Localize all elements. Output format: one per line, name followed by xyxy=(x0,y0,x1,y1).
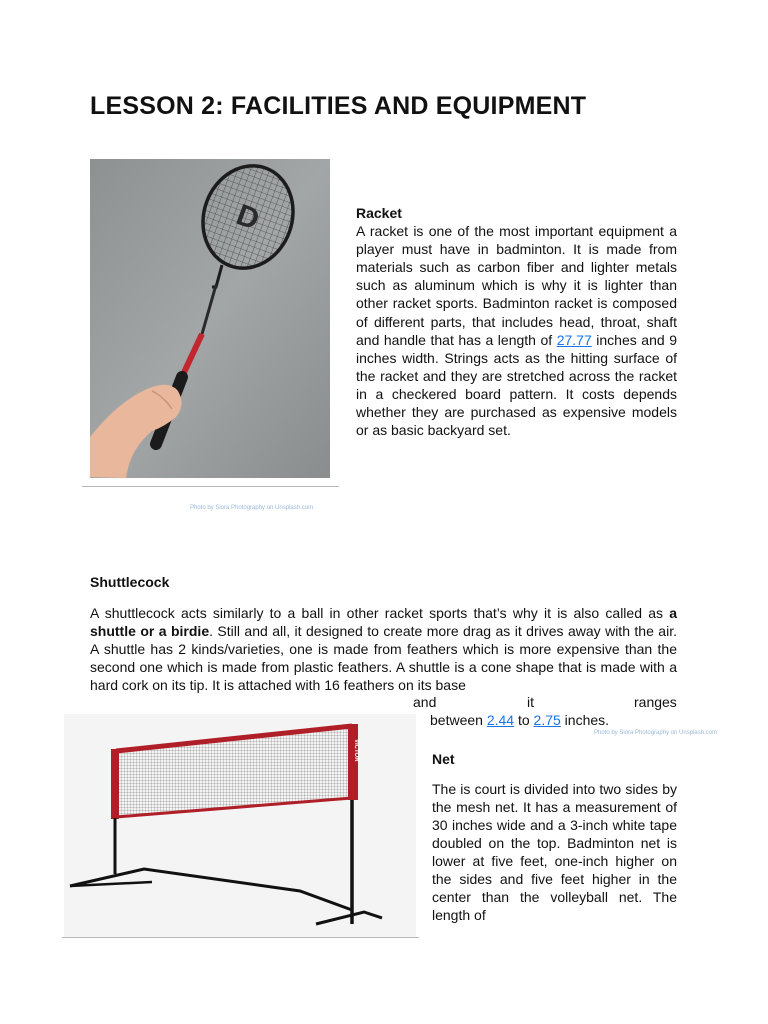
net-photo xyxy=(64,714,416,938)
shuttlecock-text-1: A shuttlecock acts similarly to a ball in other racket sports that’s why it is also called as xyxy=(90,605,670,621)
net-paragraph: The is court is divided into two sides by the mesh net. It has a measurement of 30 inches wide and a 3-inch white tape doubled on the top. Badminton net is lower at five feet, one-inch higher on the sides and five feet higher in the center than the volleyball net. The length of xyxy=(432,781,677,923)
racket-logo: D xyxy=(232,198,264,237)
shuttlecock-bold-term: a shuttle or a birdie xyxy=(90,605,677,639)
net-heading: Net xyxy=(432,751,455,767)
shuttlecock-word-it: it xyxy=(527,694,534,710)
photo-divider xyxy=(82,486,339,487)
racket-photo-caption[interactable]: Photo by Siora Photography on Unsplash.com xyxy=(190,505,314,511)
racket-section xyxy=(356,204,677,439)
racket-heading: Racket xyxy=(356,205,402,221)
net-photo-divider xyxy=(62,937,419,938)
racket-photo xyxy=(90,159,330,478)
shuttlecock-word-and: and xyxy=(413,694,437,710)
shuttlecock-text-2: . Still and all, it designed to create more drag as it drives away with the air. A shuttle has 2 kinds/varieties, one is made from feathers which is more expensive than the second one which is made from plastic feathers. A shuttle is a cone shape that is made with a hard cork on its tip. It is attached with 16 feathers on its base xyxy=(90,623,677,693)
shuttlecock-word-ranges: ranges xyxy=(634,694,677,710)
range-max-link[interactable]: 2.75 xyxy=(533,712,561,728)
shuttlecock-photo-caption[interactable]: Photo by Siora Photography on Unsplash.com xyxy=(594,730,718,736)
racket-text-start: A racket is one of the most important equipment a player must have in badminton. It is made from materials such as carbon fiber and lighter metals such as aluminum which is why it is lighter than other racket sports. Badminton racket is composed of different parts, that includes head, throat, shaft and handle that has a length of xyxy=(356,223,677,348)
racket-length-link[interactable]: 27.77 xyxy=(556,331,592,348)
shuttlecock-range-line xyxy=(430,712,609,728)
range-min-link[interactable]: 2.44 xyxy=(486,712,515,728)
range-text-to: to xyxy=(514,712,534,728)
net-brand-label: VICTOR xyxy=(353,739,359,762)
shuttlecock-heading: Shuttlecock xyxy=(90,574,170,590)
racket-text-end: inches and 9 inches width. Strings acts as the hitting surface of the racket and they are stretched across the racket in a checkered board pattern. It costs depends whether they are purchased as expensive models or as basic backyard set. xyxy=(356,331,677,439)
range-text-inches: inches. xyxy=(560,712,610,728)
range-text-between: between xyxy=(430,712,487,728)
shuttlecock-paragraph xyxy=(90,604,677,694)
page-title: LESSON 2: FACILITIES AND EQUIPMENT xyxy=(90,92,587,120)
